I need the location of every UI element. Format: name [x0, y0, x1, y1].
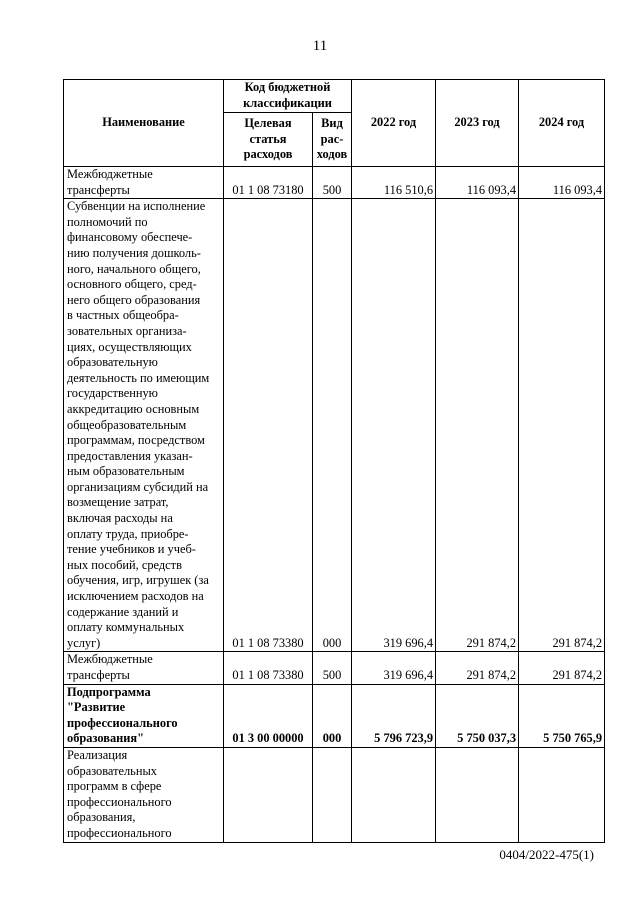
row-2022-value-text: 116 510,6 [383, 182, 434, 197]
row-expense-type-cell [313, 684, 352, 747]
row-target-article-text: 01 1 08 73180 [232, 182, 304, 197]
table-row [64, 167, 605, 199]
row-target-article-cell [224, 167, 313, 199]
row-2024-value-cell [519, 684, 605, 747]
row-2022-value-text: 319 696,4 [383, 668, 434, 682]
header-target-article: Целевая статья расходов [224, 113, 313, 167]
header-2024: 2024 год [519, 80, 605, 167]
header-2022: 2022 год [352, 80, 436, 167]
row-target-article-cell [224, 652, 313, 684]
row-expense-type-text: 000 [322, 635, 342, 650]
row-2023-value-cell [436, 684, 519, 747]
row-2024-value-cell [519, 167, 605, 199]
row-name-cell [64, 652, 224, 684]
row-target-article-cell [224, 747, 313, 842]
budget-table [63, 79, 605, 843]
row-target-article-text: 01 1 08 73380 [232, 668, 304, 682]
row-name-cell [64, 167, 224, 199]
table-row [64, 652, 605, 684]
row-2023-value-text: 291 874,2 [466, 635, 517, 650]
row-2023-value-text: 291 874,2 [466, 668, 517, 682]
row-2023-value-text: 5 750 037,3 [457, 731, 517, 746]
row-2023-value-text: 116 093,4 [466, 182, 517, 197]
row-2023-value-cell [436, 167, 519, 199]
row-target-article-text: 01 1 08 73380 [232, 635, 304, 650]
row-2024-value-text: 291 874,2 [552, 635, 603, 650]
row-expense-type-text: 000 [322, 731, 342, 746]
row-expense-type-cell [313, 652, 352, 684]
row-2022-value-cell [352, 652, 436, 684]
header-name: Наименование [64, 80, 224, 167]
row-2022-value-cell [352, 684, 436, 747]
table-row [64, 684, 605, 747]
row-2022-value-cell [352, 747, 436, 842]
row-name-cell [64, 199, 224, 652]
document-code: 0404/2022-475(1) [499, 847, 594, 862]
row-2024-value-text: 116 093,4 [552, 182, 603, 197]
row-name-cell [64, 747, 224, 842]
row-target-article-cell [224, 684, 313, 747]
row-expense-type-cell [313, 747, 352, 842]
row-2024-value-cell [519, 747, 605, 842]
row-expense-type-cell [313, 167, 352, 199]
header-code-group: Код бюджетной классификации [224, 80, 352, 113]
row-2023-value-cell [436, 652, 519, 684]
row-target-article-cell [224, 199, 313, 652]
row-2023-value-cell [436, 747, 519, 842]
row-name-text: Межбюджетные трансферты [67, 167, 153, 197]
table-row [64, 747, 605, 842]
row-2022-value-cell [352, 167, 436, 199]
row-name-text: Подпрограмма "Развитие профессионального образования" [67, 684, 178, 746]
table-row [64, 199, 605, 652]
row-expense-type-text: 500 [322, 182, 342, 197]
row-target-article-text: 01 3 00 00000 [232, 731, 304, 746]
row-name-text: Реализация образовательных программ в сфере профессионального образования, профессионального [67, 747, 172, 840]
row-expense-type-text: 500 [322, 668, 342, 682]
row-2022-value-cell [352, 199, 436, 652]
row-2023-value-cell [436, 199, 519, 652]
row-2022-value-text: 319 696,4 [383, 635, 434, 650]
row-expense-type-cell [313, 199, 352, 652]
row-2024-value-text: 5 750 765,9 [543, 731, 603, 746]
row-name-cell [64, 684, 224, 747]
table-body [64, 167, 605, 843]
row-name-text: Межбюджетные трансферты [67, 652, 153, 682]
row-2024-value-text: 291 874,2 [552, 668, 603, 682]
row-2022-value-text: 5 796 723,9 [374, 731, 434, 746]
header-2023: 2023 год [436, 80, 519, 167]
header-expense-type: Вид рас-ходов [313, 113, 352, 167]
row-2024-value-cell [519, 652, 605, 684]
page-number: 11 [312, 38, 328, 54]
row-2024-value-cell [519, 199, 605, 652]
row-name-text: Субвенции на исполнение полномочий по финансовому обеспече- нию получения дошколь- ного, начального общего, основного общего, сред- него общего образования в частных общеобра- зовательных организа- циях, осуществляющих образовательную деятельность по имеющим государственную аккредитацию основным общеобразовательным программам, посредством предоставления указан- ным образовательным организациям субсидий на возмещение затрат, включая расходы на оплату труда, приобре- тение учебников и учеб- ных пособий, средств обучения, игр, игрушек (за исключением расходов на содержание зданий и оплату коммунальных услуг) [67, 199, 210, 650]
